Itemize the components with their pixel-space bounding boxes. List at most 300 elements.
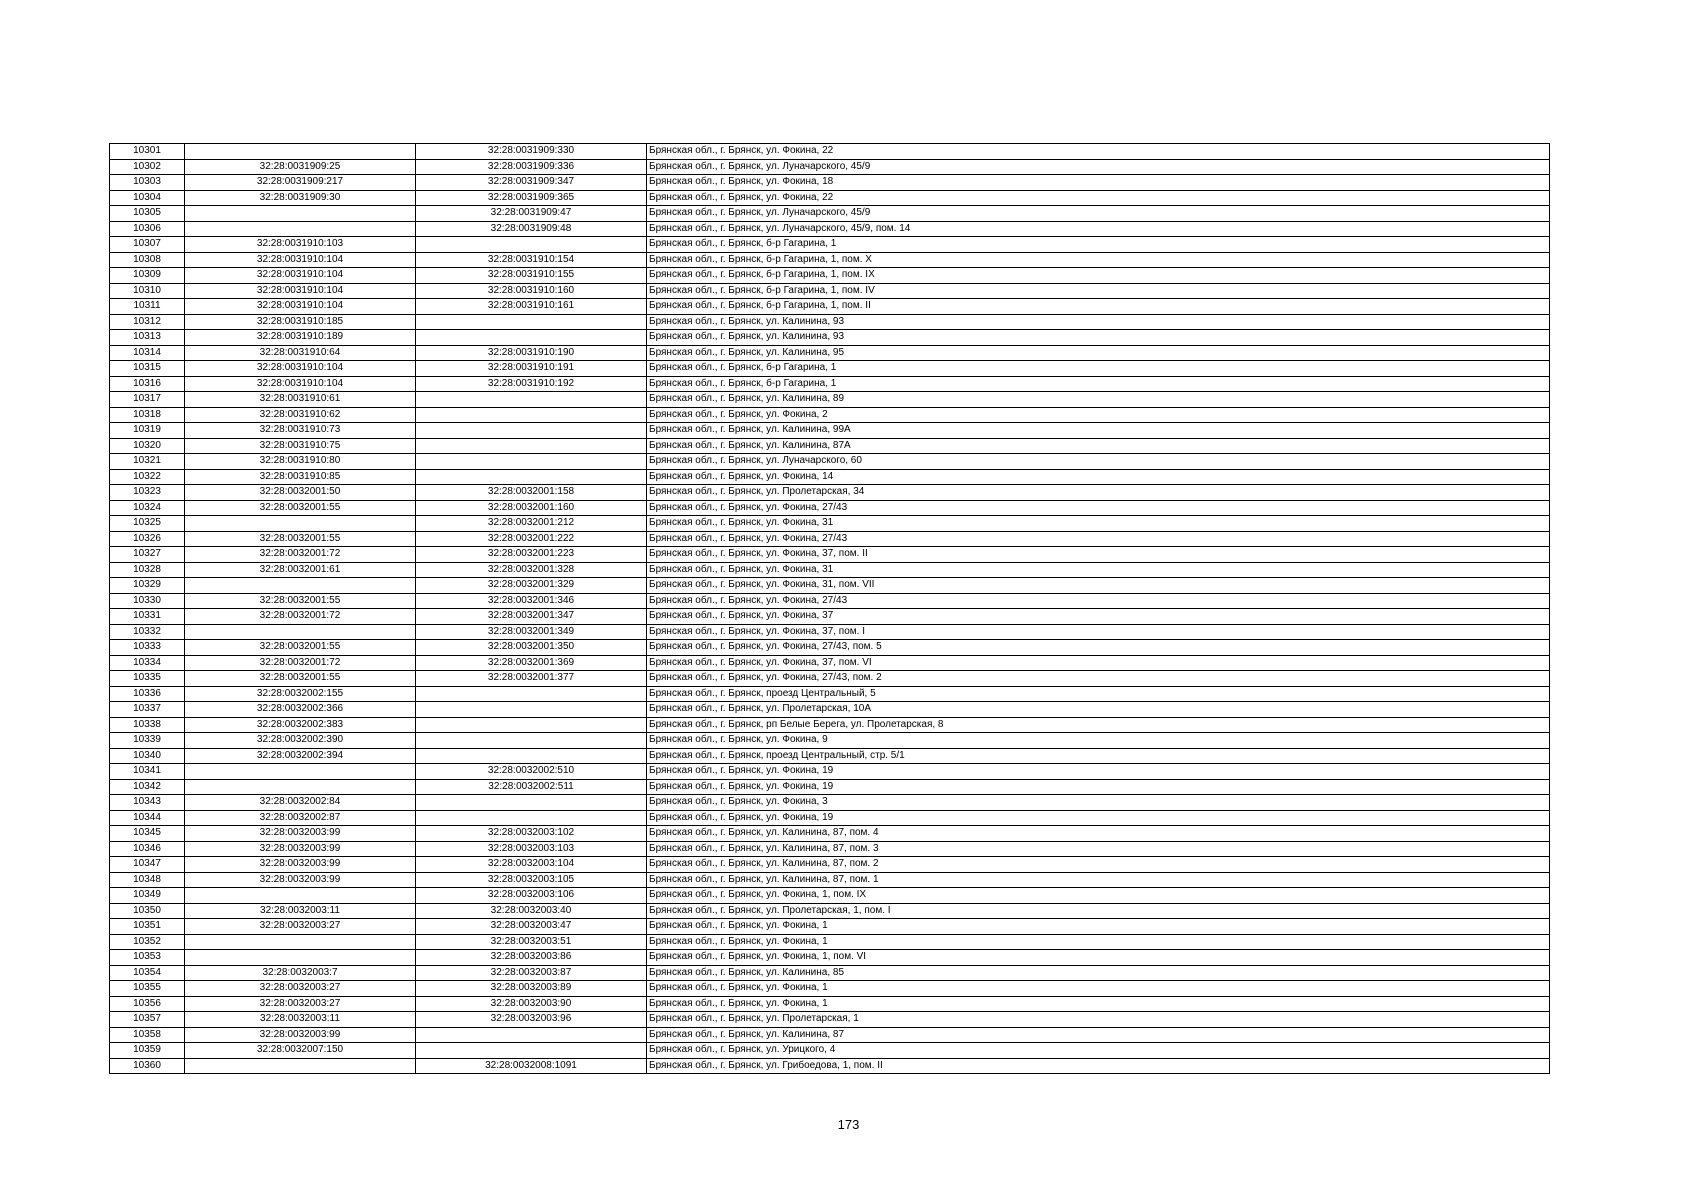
object-number-cell: 32:28:0032001:212 <box>416 516 647 532</box>
row-number-cell: 10322 <box>110 469 185 485</box>
object-number-cell <box>416 1043 647 1059</box>
table-row <box>110 562 1550 578</box>
parcel-number-cell: 32:28:0032001:55 <box>185 531 416 547</box>
address-cell: Брянская обл., г. Брянск, ул. Фокина, 19 <box>647 764 1550 780</box>
row-number-cell: 10359 <box>110 1043 185 1059</box>
object-number-cell: 32:28:0032001:346 <box>416 593 647 609</box>
address-cell: Брянская обл., г. Брянск, ул. Калинина, 99А <box>647 423 1550 439</box>
row-number-cell: 10330 <box>110 593 185 609</box>
object-number-cell: 32:28:0031910:191 <box>416 361 647 377</box>
table-row <box>110 531 1550 547</box>
object-number-cell <box>416 686 647 702</box>
address-cell: Брянская обл., г. Брянск, ул. Калинина, 87, пом. 1 <box>647 872 1550 888</box>
table-body <box>110 144 1550 1074</box>
parcel-number-cell: 32:28:0032001:55 <box>185 500 416 516</box>
table-row <box>110 500 1550 516</box>
row-number-cell: 10328 <box>110 562 185 578</box>
row-number-cell: 10347 <box>110 857 185 873</box>
row-number-cell: 10319 <box>110 423 185 439</box>
parcel-number-cell: 32:28:0032003:99 <box>185 1027 416 1043</box>
address-cell: Брянская обл., г. Брянск, б-р Гагарина, 1 <box>647 361 1550 377</box>
table-row <box>110 283 1550 299</box>
row-number-cell: 10327 <box>110 547 185 563</box>
row-number-cell: 10351 <box>110 919 185 935</box>
table-row <box>110 981 1550 997</box>
parcel-number-cell: 32:28:0031910:64 <box>185 345 416 361</box>
object-number-cell: 32:28:0032001:222 <box>416 531 647 547</box>
address-cell: Брянская обл., г. Брянск, ул. Фокина, 1 <box>647 919 1550 935</box>
table-row <box>110 857 1550 873</box>
object-number-cell <box>416 330 647 346</box>
object-number-cell: 32:28:0031910:192 <box>416 376 647 392</box>
object-number-cell: 32:28:0032003:102 <box>416 826 647 842</box>
parcel-number-cell <box>185 888 416 904</box>
object-number-cell: 32:28:0032001:158 <box>416 485 647 501</box>
object-number-cell <box>416 407 647 423</box>
row-number-cell: 10346 <box>110 841 185 857</box>
table-row <box>110 764 1550 780</box>
address-cell: Брянская обл., г. Брянск, ул. Фокина, 37, пом. VI <box>647 655 1550 671</box>
parcel-number-cell: 32:28:0032003:99 <box>185 872 416 888</box>
address-cell: Брянская обл., г. Брянск, проезд Центральный, стр. 5/1 <box>647 748 1550 764</box>
object-number-cell: 32:28:0032003:47 <box>416 919 647 935</box>
parcel-number-cell: 32:28:0031910:85 <box>185 469 416 485</box>
row-number-cell: 10350 <box>110 903 185 919</box>
row-number-cell: 10303 <box>110 175 185 191</box>
parcel-number-cell <box>185 950 416 966</box>
row-number-cell: 10335 <box>110 671 185 687</box>
parcel-number-cell: 32:28:0032002:383 <box>185 717 416 733</box>
object-number-cell: 32:28:0031909:48 <box>416 221 647 237</box>
table-row <box>110 686 1550 702</box>
address-cell: Брянская обл., г. Брянск, б-р Гагарина, 1 <box>647 376 1550 392</box>
row-number-cell: 10357 <box>110 1012 185 1028</box>
address-cell: Брянская обл., г. Брянск, б-р Гагарина, 1, пом. IX <box>647 268 1550 284</box>
table-row <box>110 330 1550 346</box>
row-number-cell: 10341 <box>110 764 185 780</box>
address-cell: Брянская обл., г. Брянск, ул. Фокина, 27/43 <box>647 531 1550 547</box>
address-cell: Брянская обл., г. Брянск, ул. Фокина, 1 <box>647 981 1550 997</box>
parcel-number-cell <box>185 516 416 532</box>
address-cell: Брянская обл., г. Брянск, ул. Фокина, 3 <box>647 795 1550 811</box>
address-cell: Брянская обл., г. Брянск, ул. Фокина, 37, пом. II <box>647 547 1550 563</box>
parcel-number-cell: 32:28:0031910:104 <box>185 268 416 284</box>
parcel-number-cell: 32:28:0031910:104 <box>185 299 416 315</box>
object-number-cell <box>416 438 647 454</box>
address-cell: Брянская обл., г. Брянск, ул. Пролетарская, 1 <box>647 1012 1550 1028</box>
table-row <box>110 345 1550 361</box>
row-number-cell: 10353 <box>110 950 185 966</box>
parcel-number-cell: 32:28:0031909:25 <box>185 159 416 175</box>
parcel-number-cell: 32:28:0031910:104 <box>185 283 416 299</box>
parcel-number-cell: 32:28:0032002:155 <box>185 686 416 702</box>
table-row <box>110 1043 1550 1059</box>
row-number-cell: 10311 <box>110 299 185 315</box>
row-number-cell: 10336 <box>110 686 185 702</box>
table-row <box>110 578 1550 594</box>
address-cell: Брянская обл., г. Брянск, ул. Фокина, 18 <box>647 175 1550 191</box>
object-number-cell: 32:28:0032003:86 <box>416 950 647 966</box>
table-row <box>110 438 1550 454</box>
object-number-cell <box>416 717 647 733</box>
row-number-cell: 10331 <box>110 609 185 625</box>
row-number-cell: 10304 <box>110 190 185 206</box>
row-number-cell: 10318 <box>110 407 185 423</box>
row-number-cell: 10360 <box>110 1058 185 1074</box>
parcel-number-cell <box>185 144 416 160</box>
table-row <box>110 376 1550 392</box>
address-cell: Брянская обл., г. Брянск, ул. Луначарского, 45/9, пом. 14 <box>647 221 1550 237</box>
object-number-cell: 32:28:0031910:190 <box>416 345 647 361</box>
object-number-cell: 32:28:0031909:47 <box>416 206 647 222</box>
parcel-number-cell: 32:28:0032001:72 <box>185 655 416 671</box>
address-cell: Брянская обл., г. Брянск, ул. Калинина, 89 <box>647 392 1550 408</box>
address-cell: Брянская обл., г. Брянск, ул. Луначарского, 45/9 <box>647 159 1550 175</box>
row-number-cell: 10312 <box>110 314 185 330</box>
table-row <box>110 469 1550 485</box>
parcel-number-cell: 32:28:0031910:62 <box>185 407 416 423</box>
row-number-cell: 10315 <box>110 361 185 377</box>
parcel-number-cell <box>185 221 416 237</box>
parcel-number-cell <box>185 779 416 795</box>
table-row <box>110 965 1550 981</box>
table-row <box>110 717 1550 733</box>
parcel-number-cell: 32:28:0031910:104 <box>185 361 416 377</box>
parcel-number-cell <box>185 578 416 594</box>
row-number-cell: 10332 <box>110 624 185 640</box>
registry-table <box>109 143 1550 1074</box>
address-cell: Брянская обл., г. Брянск, ул. Фокина, 19 <box>647 779 1550 795</box>
object-number-cell <box>416 237 647 253</box>
row-number-cell: 10306 <box>110 221 185 237</box>
table-row <box>110 516 1550 532</box>
table-row <box>110 996 1550 1012</box>
row-number-cell: 10340 <box>110 748 185 764</box>
table-row <box>110 454 1550 470</box>
address-cell: Брянская обл., г. Брянск, б-р Гагарина, 1, пом. X <box>647 252 1550 268</box>
address-cell: Брянская обл., г. Брянск, ул. Фокина, 22 <box>647 144 1550 160</box>
object-number-cell: 32:28:0032003:89 <box>416 981 647 997</box>
table-row <box>110 888 1550 904</box>
table-row <box>110 934 1550 950</box>
table-row <box>110 1058 1550 1074</box>
parcel-number-cell: 32:28:0032003:99 <box>185 826 416 842</box>
parcel-number-cell: 32:28:0032001:72 <box>185 609 416 625</box>
parcel-number-cell: 32:28:0032003:11 <box>185 1012 416 1028</box>
table-row <box>110 609 1550 625</box>
parcel-number-cell: 32:28:0032002:390 <box>185 733 416 749</box>
parcel-number-cell: 32:28:0031910:61 <box>185 392 416 408</box>
parcel-number-cell: 32:28:0032003:27 <box>185 996 416 1012</box>
address-cell: Брянская обл., г. Брянск, ул. Фокина, 31 <box>647 516 1550 532</box>
object-number-cell: 32:28:0032003:103 <box>416 841 647 857</box>
parcel-number-cell: 32:28:0032002:394 <box>185 748 416 764</box>
object-number-cell: 32:28:0031909:336 <box>416 159 647 175</box>
row-number-cell: 10320 <box>110 438 185 454</box>
object-number-cell <box>416 702 647 718</box>
parcel-number-cell: 32:28:0032001:61 <box>185 562 416 578</box>
parcel-number-cell: 32:28:0032001:55 <box>185 593 416 609</box>
table-row <box>110 640 1550 656</box>
parcel-number-cell: 32:28:0032003:99 <box>185 857 416 873</box>
row-number-cell: 10309 <box>110 268 185 284</box>
object-number-cell <box>416 392 647 408</box>
address-cell: Брянская обл., г. Брянск, ул. Фокина, 27/43, пом. 2 <box>647 671 1550 687</box>
address-cell: Брянская обл., г. Брянск, ул. Фокина, 27/43 <box>647 500 1550 516</box>
table-row <box>110 903 1550 919</box>
object-number-cell: 32:28:0032001:350 <box>416 640 647 656</box>
parcel-number-cell: 32:28:0031909:217 <box>185 175 416 191</box>
object-number-cell: 32:28:0031910:155 <box>416 268 647 284</box>
parcel-number-cell: 32:28:0032003:27 <box>185 981 416 997</box>
parcel-number-cell <box>185 624 416 640</box>
row-number-cell: 10305 <box>110 206 185 222</box>
table-row <box>110 485 1550 501</box>
row-number-cell: 10339 <box>110 733 185 749</box>
object-number-cell <box>416 469 647 485</box>
address-cell: Брянская обл., г. Брянск, ул. Пролетарская, 10А <box>647 702 1550 718</box>
parcel-number-cell: 32:28:0032001:50 <box>185 485 416 501</box>
object-number-cell: 32:28:0031909:365 <box>416 190 647 206</box>
parcel-number-cell: 32:28:0032002:84 <box>185 795 416 811</box>
address-cell: Брянская обл., г. Брянск, ул. Калинина, 93 <box>647 314 1550 330</box>
row-number-cell: 10301 <box>110 144 185 160</box>
address-cell: Брянская обл., г. Брянск, б-р Гагарина, 1 <box>647 237 1550 253</box>
parcel-number-cell: 32:28:0031910:104 <box>185 376 416 392</box>
table-row <box>110 593 1550 609</box>
row-number-cell: 10302 <box>110 159 185 175</box>
object-number-cell: 32:28:0032001:160 <box>416 500 647 516</box>
address-cell: Брянская обл., г. Брянск, ул. Фокина, 1 <box>647 996 1550 1012</box>
parcel-number-cell: 32:28:0031909:30 <box>185 190 416 206</box>
table-row <box>110 407 1550 423</box>
parcel-number-cell: 32:28:0031910:103 <box>185 237 416 253</box>
row-number-cell: 10321 <box>110 454 185 470</box>
parcel-number-cell <box>185 206 416 222</box>
object-number-cell: 32:28:0032003:96 <box>416 1012 647 1028</box>
table-row <box>110 252 1550 268</box>
row-number-cell: 10358 <box>110 1027 185 1043</box>
parcel-number-cell: 32:28:0032007:150 <box>185 1043 416 1059</box>
parcel-number-cell: 32:28:0032003:7 <box>185 965 416 981</box>
address-cell: Брянская обл., г. Брянск, ул. Калинина, 87, пом. 4 <box>647 826 1550 842</box>
table-row <box>110 872 1550 888</box>
row-number-cell: 10317 <box>110 392 185 408</box>
row-number-cell: 10348 <box>110 872 185 888</box>
object-number-cell: 32:28:0032001:347 <box>416 609 647 625</box>
object-number-cell: 32:28:0031910:154 <box>416 252 647 268</box>
address-cell: Брянская обл., г. Брянск, ул. Грибоедова, 1, пом. II <box>647 1058 1550 1074</box>
page-number: 173 <box>837 1117 860 1132</box>
address-cell: Брянская обл., г. Брянск, ул. Калинина, 85 <box>647 965 1550 981</box>
object-number-cell: 32:28:0032001:349 <box>416 624 647 640</box>
address-cell: Брянская обл., г. Брянск, ул. Фокина, 19 <box>647 810 1550 826</box>
parcel-number-cell: 32:28:0032001:55 <box>185 671 416 687</box>
object-number-cell <box>416 423 647 439</box>
object-number-cell <box>416 1027 647 1043</box>
table-row <box>110 826 1550 842</box>
row-number-cell: 10338 <box>110 717 185 733</box>
address-cell: Брянская обл., г. Брянск, ул. Калинина, 87, пом. 3 <box>647 841 1550 857</box>
address-cell: Брянская обл., г. Брянск, ул. Фокина, 31, пом. VII <box>647 578 1550 594</box>
object-number-cell: 32:28:0032003:40 <box>416 903 647 919</box>
address-cell: Брянская обл., г. Брянск, ул. Фокина, 14 <box>647 469 1550 485</box>
address-cell: Брянская обл., г. Брянск, ул. Фокина, 1, пом. IX <box>647 888 1550 904</box>
address-cell: Брянская обл., г. Брянск, ул. Фокина, 37, пом. I <box>647 624 1550 640</box>
row-number-cell: 10356 <box>110 996 185 1012</box>
table-row <box>110 1027 1550 1043</box>
row-number-cell: 10324 <box>110 500 185 516</box>
table-row <box>110 795 1550 811</box>
address-cell: Брянская обл., г. Брянск, ул. Фокина, 37 <box>647 609 1550 625</box>
row-number-cell: 10308 <box>110 252 185 268</box>
object-number-cell <box>416 810 647 826</box>
object-number-cell: 32:28:0031910:161 <box>416 299 647 315</box>
table-row <box>110 841 1550 857</box>
row-number-cell: 10316 <box>110 376 185 392</box>
parcel-number-cell: 32:28:0031910:73 <box>185 423 416 439</box>
parcel-number-cell <box>185 934 416 950</box>
object-number-cell: 32:28:0032001:377 <box>416 671 647 687</box>
table-row <box>110 779 1550 795</box>
object-number-cell: 32:28:0032008:1091 <box>416 1058 647 1074</box>
table-row <box>110 655 1550 671</box>
table-row <box>110 361 1550 377</box>
parcel-number-cell: 32:28:0031910:80 <box>185 454 416 470</box>
object-number-cell: 32:28:0032001:329 <box>416 578 647 594</box>
table-row <box>110 392 1550 408</box>
object-number-cell: 32:28:0032002:511 <box>416 779 647 795</box>
parcel-number-cell: 32:28:0032002:366 <box>185 702 416 718</box>
object-number-cell: 32:28:0032003:90 <box>416 996 647 1012</box>
row-number-cell: 10343 <box>110 795 185 811</box>
row-number-cell: 10325 <box>110 516 185 532</box>
row-number-cell: 10352 <box>110 934 185 950</box>
address-cell: Брянская обл., г. Брянск, ул. Калинина, 93 <box>647 330 1550 346</box>
table-row <box>110 671 1550 687</box>
object-number-cell: 32:28:0032001:369 <box>416 655 647 671</box>
row-number-cell: 10329 <box>110 578 185 594</box>
address-cell: Брянская обл., г. Брянск, ул. Урицкого, 4 <box>647 1043 1550 1059</box>
object-number-cell: 32:28:0032003:104 <box>416 857 647 873</box>
row-number-cell: 10349 <box>110 888 185 904</box>
parcel-number-cell: 32:28:0032003:27 <box>185 919 416 935</box>
table-row <box>110 221 1550 237</box>
table-row <box>110 237 1550 253</box>
object-number-cell: 32:28:0032003:106 <box>416 888 647 904</box>
parcel-number-cell: 32:28:0032001:55 <box>185 640 416 656</box>
table-row <box>110 748 1550 764</box>
row-number-cell: 10337 <box>110 702 185 718</box>
object-number-cell: 32:28:0032001:223 <box>416 547 647 563</box>
table-row <box>110 314 1550 330</box>
row-number-cell: 10314 <box>110 345 185 361</box>
address-cell: Брянская обл., г. Брянск, рп Белые Берега, ул. Пролетарская, 8 <box>647 717 1550 733</box>
object-number-cell: 32:28:0031909:330 <box>416 144 647 160</box>
table-row <box>110 919 1550 935</box>
object-number-cell: 32:28:0031909:347 <box>416 175 647 191</box>
row-number-cell: 10313 <box>110 330 185 346</box>
address-cell: Брянская обл., г. Брянск, ул. Луначарского, 45/9 <box>647 206 1550 222</box>
row-number-cell: 10326 <box>110 531 185 547</box>
address-cell: Брянская обл., г. Брянск, ул. Калинина, 87, пом. 2 <box>647 857 1550 873</box>
parcel-number-cell <box>185 1058 416 1074</box>
address-cell: Брянская обл., г. Брянск, ул. Луначарского, 60 <box>647 454 1550 470</box>
row-number-cell: 10355 <box>110 981 185 997</box>
table-row <box>110 268 1550 284</box>
row-number-cell: 10334 <box>110 655 185 671</box>
address-cell: Брянская обл., г. Брянск, ул. Калинина, 87 <box>647 1027 1550 1043</box>
address-cell: Брянская обл., г. Брянск, ул. Фокина, 9 <box>647 733 1550 749</box>
table-row <box>110 159 1550 175</box>
object-number-cell <box>416 748 647 764</box>
row-number-cell: 10333 <box>110 640 185 656</box>
table-row <box>110 299 1550 315</box>
address-cell: Брянская обл., г. Брянск, ул. Фокина, 1 <box>647 934 1550 950</box>
row-number-cell: 10310 <box>110 283 185 299</box>
table-row <box>110 547 1550 563</box>
table-row <box>110 144 1550 160</box>
row-number-cell: 10323 <box>110 485 185 501</box>
table-row <box>110 810 1550 826</box>
object-number-cell: 32:28:0032002:510 <box>416 764 647 780</box>
address-cell: Брянская обл., г. Брянск, ул. Пролетарская, 34 <box>647 485 1550 501</box>
object-number-cell: 32:28:0032001:328 <box>416 562 647 578</box>
address-cell: Брянская обл., г. Брянск, б-р Гагарина, 1, пом. IV <box>647 283 1550 299</box>
table-row <box>110 702 1550 718</box>
table-row <box>110 950 1550 966</box>
parcel-number-cell: 32:28:0032003:11 <box>185 903 416 919</box>
row-number-cell: 10307 <box>110 237 185 253</box>
address-cell: Брянская обл., г. Брянск, ул. Пролетарская, 1, пом. I <box>647 903 1550 919</box>
parcel-number-cell: 32:28:0032001:72 <box>185 547 416 563</box>
object-number-cell <box>416 733 647 749</box>
object-number-cell <box>416 314 647 330</box>
row-number-cell: 10342 <box>110 779 185 795</box>
table-row <box>110 733 1550 749</box>
parcel-number-cell: 32:28:0031910:75 <box>185 438 416 454</box>
address-cell: Брянская обл., г. Брянск, ул. Фокина, 27/43 <box>647 593 1550 609</box>
address-cell: Брянская обл., г. Брянск, ул. Фокина, 1, пом. VI <box>647 950 1550 966</box>
address-cell: Брянская обл., г. Брянск, б-р Гагарина, 1, пом. II <box>647 299 1550 315</box>
object-number-cell: 32:28:0032003:51 <box>416 934 647 950</box>
parcel-number-cell <box>185 764 416 780</box>
object-number-cell <box>416 454 647 470</box>
row-number-cell: 10344 <box>110 810 185 826</box>
table-row <box>110 624 1550 640</box>
object-number-cell: 32:28:0031910:160 <box>416 283 647 299</box>
object-number-cell: 32:28:0032003:87 <box>416 965 647 981</box>
table-row <box>110 1012 1550 1028</box>
address-cell: Брянская обл., г. Брянск, ул. Фокина, 31 <box>647 562 1550 578</box>
object-number-cell <box>416 795 647 811</box>
parcel-number-cell: 32:28:0031910:189 <box>185 330 416 346</box>
parcel-number-cell: 32:28:0031910:104 <box>185 252 416 268</box>
object-number-cell: 32:28:0032003:105 <box>416 872 647 888</box>
table-row <box>110 423 1550 439</box>
address-cell: Брянская обл., г. Брянск, ул. Фокина, 27/43, пом. 5 <box>647 640 1550 656</box>
table-row <box>110 190 1550 206</box>
parcel-number-cell: 32:28:0032002:87 <box>185 810 416 826</box>
parcel-number-cell: 32:28:0032003:99 <box>185 841 416 857</box>
table-row <box>110 206 1550 222</box>
address-cell: Брянская обл., г. Брянск, ул. Калинина, 95 <box>647 345 1550 361</box>
address-cell: Брянская обл., г. Брянск, ул. Фокина, 22 <box>647 190 1550 206</box>
parcel-number-cell: 32:28:0031910:185 <box>185 314 416 330</box>
address-cell: Брянская обл., г. Брянск, ул. Фокина, 2 <box>647 407 1550 423</box>
table-row <box>110 175 1550 191</box>
address-cell: Брянская обл., г. Брянск, проезд Центральный, 5 <box>647 686 1550 702</box>
